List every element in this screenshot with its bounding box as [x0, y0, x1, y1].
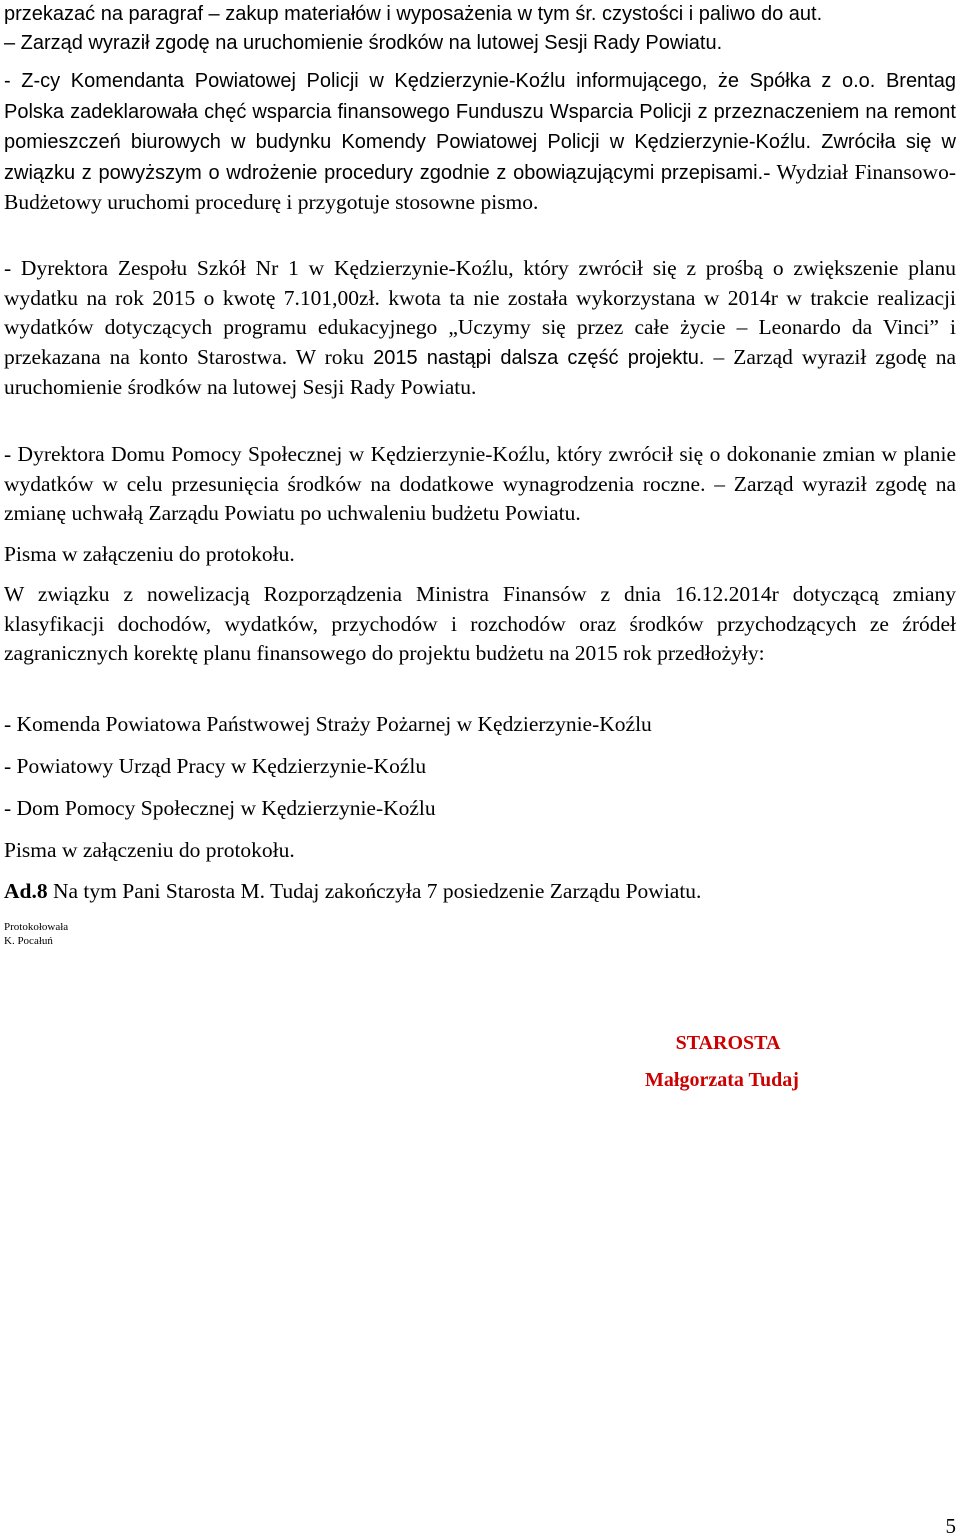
paragraph-text: - Z-cy Komendanta Powiatowej Policji w Kędzierzynie-Koźlu informującego, że Spółka z o.o. Brentag Polska zadeklarowała chęć wsparcia finansowego Funduszu Wsparcia Policji z przeznaczeniem na remont pomieszczeń biurowych w budynku Komendy Powiatowej Policji w Kędzierzynie-Koźlu. Zwróciła się w związku z powyższym o wdrożenie procedury zgodnie z obowiązującymi przepisami. [4, 70, 956, 184]
paragraph-text: - Dyrektora Zespołu Szkół Nr 1 w Kędzierzynie-Koźlu, który zwrócił się z prośbą o zwiększenie planu wydatku na rok 2015 o kwotę 7.101,00zł. [4, 256, 956, 310]
paragraph-text: 2015 nastąpi dalsza część projektu. [373, 346, 705, 369]
paragraph-text: – Zarząd wyraził zgodę na uruchomienie środków na lutowej Sesji Rady Powiatu. [4, 344, 957, 399]
paragraph-text: - Wydział Finansowo-Budżetowy uruchomi procedurę i przygotuje stosowne pismo. [4, 159, 956, 214]
paragraph-line: przekazać na paragraf – zakup materiałów i wyposażenia w tym śr. czystości i paliwo do aut. [4, 3, 823, 25]
page-number: 5 [945, 1514, 956, 1538]
recorder-name: K. Pocałuń [4, 935, 53, 947]
paragraph-police-support [4, 66, 956, 218]
agenda-point-label: Ad.8 [4, 879, 48, 903]
list-item: - Powiatowy Urząd Pracy w Kędzierzynie-Koźlu [4, 754, 427, 778]
signature-name: Małgorzata Tudaj [645, 1069, 799, 1091]
list-item: - Dom Pomocy Społecznej w Kędzierzynie-Koźlu [4, 796, 436, 820]
attachment-note: Pisma w załączeniu do protokołu. [4, 542, 295, 566]
recorder-label: Protokołowała [4, 921, 69, 933]
list-item: - Komenda Powiatowa Państwowej Straży Pożarnej w Kędzierzynie-Koźlu [4, 712, 652, 736]
paragraph-dps-request: - Dyrektora Domu Pomocy Społecznej w Kędzierzynie-Koźlu, który zwrócił się o dokonanie zmian w planie wydatków w celu przesunięcia środków na dodatkowe wynagrodzenia roczne. – Zarząd wyraził zgodę na zmianę uchwałą Zarządu Powiatu po uchwaleniu budżetu Powiatu. [4, 442, 956, 525]
signature-title: STAROSTA [675, 1032, 781, 1054]
paragraph-text: Na tym Pani Starosta M. Tudaj zakończyła 7 posiedzenie Zarządu Powiatu. [47, 879, 702, 903]
closing-paragraph [4, 877, 956, 907]
paragraph-regulation: W związku z nowelizacją Rozporządzenia Ministra Finansów z dnia 16.12.2014r dotyczącą zmiany klasyfikacji dochodów, wydatków, przychodów i rozchodów oraz środków przychodzących ze źródeł zagranicznych korektę planu finansowego do projektu budżetu na 2015 rok przedłożyły: [4, 582, 956, 665]
paragraph-text: kwota ta nie została wykorzystana w 2014r w trakcie realizacji wydatków dotyczących programu edukacyjnego „Uczymy się przez całe życie – Leonardo da Vinci” i przekazana na konto Starostwa. W roku [4, 285, 956, 369]
paragraph-line: – Zarząd wyraził zgodę na uruchomienie środków na lutowej Sesji Rady Powiatu. [4, 32, 723, 54]
attachment-note: Pisma w załączeniu do protokołu. [4, 838, 295, 862]
paragraph-school-request [4, 254, 956, 403]
